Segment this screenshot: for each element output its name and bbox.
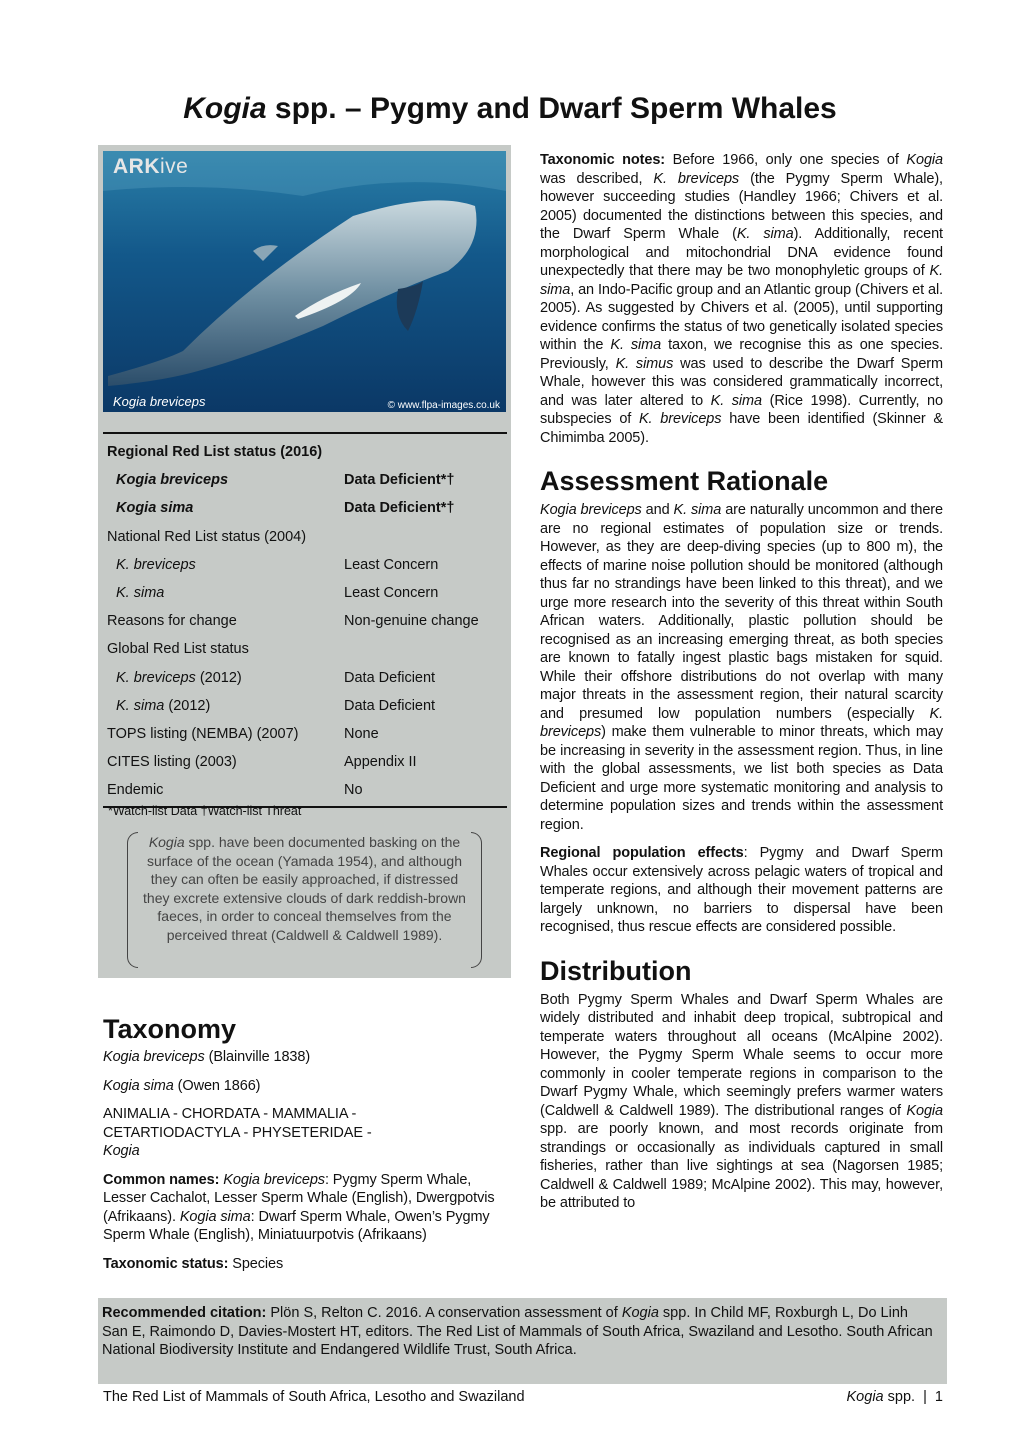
pygmy-sperm-whale-image [103, 151, 506, 412]
text-run: TOPS listing (NEMBA) (2007) [107, 725, 299, 742]
text-run: taxon, we recognise this as one species. Previously, [540, 337, 943, 372]
text-run: Kogia sima [179, 1208, 251, 1225]
text-run: Kogia sima [116, 500, 194, 517]
text-run: K. breviceps [653, 170, 740, 187]
table-row [103, 579, 507, 607]
taxonomic-status [103, 1255, 508, 1274]
taxonomy-classification [103, 1105, 403, 1161]
text-run: K. breviceps [116, 669, 196, 686]
status-value: Data Deficient [344, 669, 436, 686]
text-run: K. sima [610, 337, 662, 353]
taxonomic-notes [540, 151, 943, 447]
table-row [103, 664, 507, 692]
taxonomy-heading: Taxonomy [103, 1014, 237, 1044]
text-run: Kogia sima [103, 1077, 174, 1094]
table-row [103, 551, 507, 579]
status-table [103, 432, 507, 808]
text-run: Kogia [103, 1143, 140, 1159]
text-run: , an Indo-Pacific group and an Atlantic group (Chivers et al. 2005). As suggested by Chivers et al. (2005), until supporting evidence confirms the status of two genetically isolated species within the [540, 281, 943, 353]
text-run: (2012) [164, 697, 211, 714]
text-run: K. simus [615, 355, 674, 372]
quote-bracket-right [471, 832, 482, 968]
table-row [103, 635, 507, 663]
text-run: Kogia [621, 1305, 659, 1321]
text-run: are naturally uncommon and there are no regional estimates of population size or trends. However, as they are deep-diving species (up to 800 m), the effects of marine noise pollution should be monitored (although thus far no strandings have been linked to this threat), and we urge more research into the severity of this threat within South African waters. Additionally, plastic pollution should be recognised as an increasing emerging threat, as both species are known to fatally ingest plastic bags mistaken for squid. While their offshore distributions do not overlap with many major threats in the assessment region, their natural scarcity and presumed low population numbers (especially [540, 502, 944, 722]
text-run: : Dwarf Sperm Whale, Owen’s Pygmy Sperm Whale (English), Miniatuurpotvis (Afrikaans) [103, 1208, 490, 1243]
table-row [103, 607, 507, 635]
status-label [103, 585, 344, 601]
status-label [103, 754, 344, 770]
table-row [103, 720, 507, 748]
text-run: and [641, 502, 674, 518]
text-run: Taxonomic notes: [540, 152, 666, 168]
table-row [103, 466, 507, 494]
regional-population-effects [540, 844, 943, 937]
text-run: ANIMALIA - CHORDATA - MAMMALIA - CETARTIODACTYLA - PHYSETERIDAE - [103, 1106, 372, 1141]
taxonomy-sima [103, 1077, 508, 1096]
text-run: (Owen 1866) [173, 1077, 261, 1094]
status-label [103, 472, 344, 488]
pull-quote [127, 832, 482, 968]
text-run: (Rice 1998). Currently, no subspecies of [540, 392, 943, 427]
status-label [103, 698, 344, 714]
text-run: Endemic [107, 782, 164, 799]
status-value: Non-genuine change [344, 613, 479, 630]
taxonomy-section [103, 1013, 508, 1273]
text-run: Species [228, 1255, 284, 1272]
footer-page: Kogia spp. | 1 [846, 1389, 943, 1405]
table-row [103, 494, 507, 522]
status-label [103, 500, 344, 516]
quote-bracket-left [127, 832, 138, 968]
citation-box [98, 1298, 947, 1384]
table-row [103, 523, 507, 551]
text-run: Regional Red List status (2016) [107, 444, 323, 461]
text-run: Kogia breviceps [116, 472, 229, 489]
status-value: Data Deficient*† [344, 500, 455, 517]
table-row [103, 776, 507, 804]
status-value: Data Deficient [344, 697, 436, 714]
text-run: Kogia [148, 834, 185, 850]
text-run: ) make them vulnerable to minor threats, which may be increasing in severity in the assessment region. Thus, in line with the global assessments, we list both species as Data Deficient and urge more systematic monitoring and analysis to determine population sizes and trends within the assessment region. [540, 724, 943, 833]
text-run: was described, [540, 170, 654, 187]
status-value: No [344, 782, 363, 799]
text-run: K. breviceps [638, 411, 722, 427]
table-row [103, 692, 507, 720]
taxonomy-breviceps [103, 1048, 508, 1067]
text-run: Kogia breviceps [103, 1049, 205, 1065]
photo-caption: Kogia breviceps [113, 394, 206, 409]
text-run: Both Pygmy Sperm Whales and Dwarf Sperm Whales are widely distributed and inhabit deep tropical, subtropical and temperate waters throughout all oceans (McAlpine 2002). However, the Pygmy Sperm Whale seems to occur more commonly in cooler temperate regions in comparison to the Dwarf Pygmy Whale, which seemingly prefers warmer waters (Caldwell & Caldwell 1989). The distributional ranges of [540, 991, 943, 1119]
text-run: K. breviceps [116, 556, 196, 573]
table-footnote: *Watch-list Data †Watch-list Threat [108, 804, 302, 818]
text-run: Before 1966, only one species of [665, 152, 907, 168]
text-run: Global Red List status [107, 641, 249, 658]
recommended-citation [102, 1304, 937, 1360]
text-run: : Pygmy and Dwarf Sperm Whales occur extensively across pelagic waters of tropical and temperate regions, and although their movement patterns are largely unknown, no barriers to dispersal have been recognised, thus rescue effects are considered possible. [540, 845, 943, 935]
text-run: Regional population effects [540, 845, 744, 861]
status-label [103, 557, 344, 573]
text-run: Kogia [906, 1102, 943, 1119]
text-run: spp. are poorly known, and most records originate from strandings or occasionally as individuals captured in small fisheries, rather than live sightings at sea (Nagorsen 1985; Caldwell & Caldwell 1989; McAlpine 2002). This may, however, be attributed to [540, 1121, 943, 1211]
status-value: Appendix II [344, 754, 417, 771]
text-run: Taxonomic status: [103, 1255, 229, 1272]
status-value: Least Concern [344, 556, 439, 573]
status-value: Data Deficient*† [344, 472, 455, 489]
text-run: K. sima [116, 585, 165, 602]
text-run: Kogia breviceps [223, 1171, 325, 1188]
text-run: K. sima [540, 263, 943, 298]
text-run: Common names: [103, 1171, 220, 1188]
status-label [103, 726, 344, 742]
page-footer [103, 1389, 943, 1405]
text-run: Recommended citation: [102, 1305, 267, 1321]
assessment-rationale [540, 501, 943, 834]
text-run: have been identified (Skinner & Chimimba 2005). [540, 411, 943, 446]
table-row [103, 438, 507, 466]
text-run: was used to describe the Dwarf Sperm Whale, however this was considered grammatically incorrect, and was later altered to [540, 355, 943, 409]
status-label [103, 444, 344, 460]
distribution-text [540, 991, 943, 1213]
page-title: Kogia spp. – Pygmy and Dwarf Sperm Whales [183, 92, 837, 125]
right-column [540, 151, 943, 1213]
text-run: K. sima [710, 392, 762, 409]
status-label [103, 529, 344, 545]
text-run: spp. have been documented basking on the surface of the ocean (Yamada 1954), and although they can often be easily approached, if distressed they excrete extensive clouds of dark reddish-brown faeces, in order to conceal themselves from the perceived threat (Caldwell & Caldwell 1989). [143, 834, 466, 943]
assessment-heading: Assessment Rationale [540, 466, 829, 496]
text-run: K. sima [116, 697, 165, 714]
whale-photo [103, 151, 506, 412]
status-label [103, 670, 344, 686]
footer-publication: The Red List of Mammals of South Africa, Lesotho and Swaziland [103, 1389, 525, 1405]
text-run: K. breviceps [540, 705, 943, 740]
text-run: Kogia [906, 152, 943, 168]
text-run: K. sima [673, 502, 722, 518]
text-run: (2012) [195, 669, 242, 686]
text-run: K. sima [736, 226, 794, 242]
status-label [103, 613, 344, 629]
text-run: Plön S, Relton C. 2016. A conservation assessment of [266, 1305, 622, 1321]
arkive-logo: ARKive [113, 155, 189, 178]
status-label [103, 782, 344, 798]
status-label [103, 641, 344, 657]
quote-text [141, 833, 468, 944]
photo-credit: © www.flpa-images.co.uk [387, 400, 500, 411]
text-run: spp. In Child MF, Roxburgh L, Do Linh San E, Raimondo D, Davies-Mostert HT, editors. The Red List of Mammals of South Africa, Swaziland and Lesotho. South African National Biodiversity Institute and Endangered Wildlife Trust, South Africa. [102, 1305, 933, 1358]
text-run: Kogia breviceps [540, 502, 642, 518]
status-value: Least Concern [344, 585, 439, 602]
distribution-heading: Distribution [540, 955, 692, 986]
text-run: CITES listing (2003) [107, 754, 237, 771]
common-names [103, 1171, 508, 1245]
text-run: (the Pygmy Sperm Whale), however succeeding studies (Handley 1966; Chivers et al. 2005) documented the distinctions between this species, and the Dwarf Sperm Whale ( [540, 170, 943, 242]
text-run: National Red List status (2004) [107, 528, 307, 545]
text-run: : Pygmy Sperm Whale, Lesser Cachalot, Lesser Sperm Whale (English), Dwergpotvis (Afrikaans). [103, 1171, 495, 1225]
text-run: (Blainville 1838) [204, 1049, 311, 1065]
text-run: Reasons for change [107, 613, 237, 630]
table-row [103, 748, 507, 776]
text-run: ). Additionally, recent morphological and mitochondrial DNA evidence found unexpectedly that there may be two monophyletic groups of [540, 226, 943, 279]
status-value: None [344, 725, 379, 742]
